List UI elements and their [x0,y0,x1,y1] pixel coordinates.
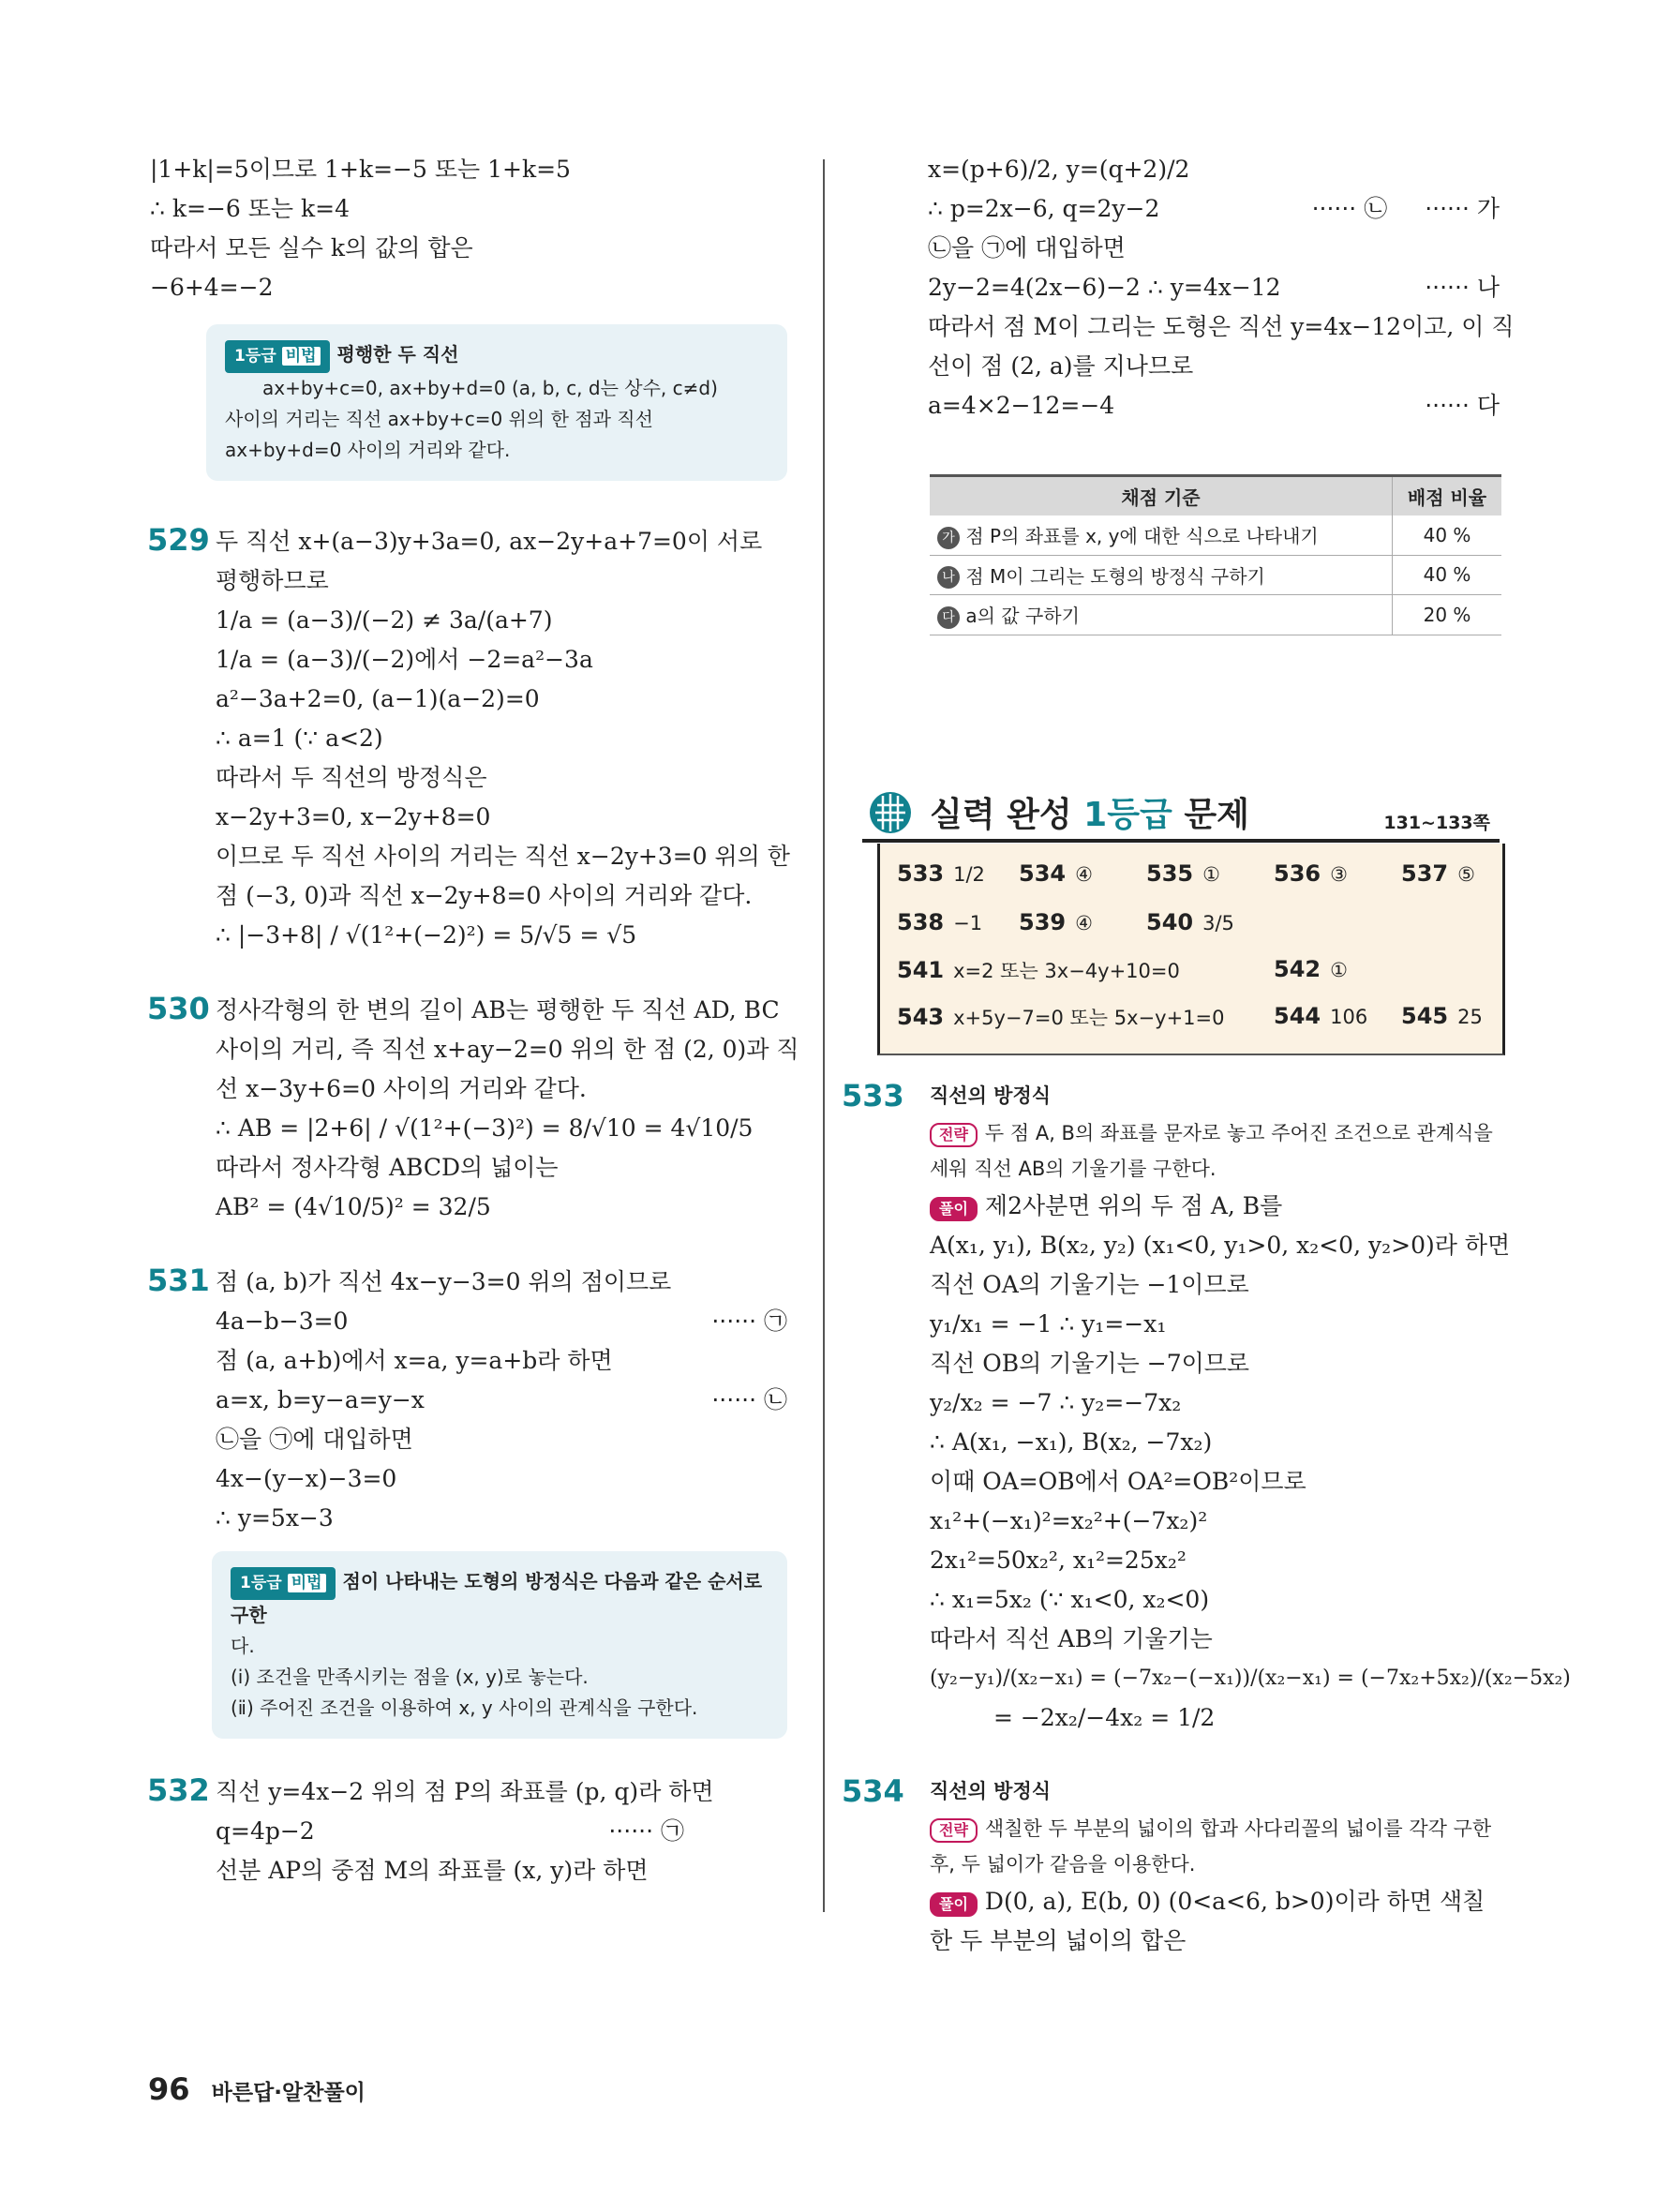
table-header: 채점 기준 [930,476,1393,516]
tip-line: 사이의 거리는 직선 ax+by+c=0 위의 한 점과 직선 [225,408,653,430]
text-line: ∴ a=1 (∵ a<2) [216,725,383,752]
text-line: 직선 OA의 기울기는 −1이므로 [930,1271,1249,1298]
table-header: 배점 비율 [1393,476,1502,516]
column-divider [823,159,825,1912]
text-line: 제2사분면 위의 두 점 A, B를 [984,1192,1283,1219]
tip-title: 점이 나타내는 도형의 방정식은 다음과 같은 순서로 구한 [231,1570,763,1626]
text-line: x=(p+6)/2, y=(q+2)/2 [928,156,1190,183]
problem-530 [147,991,799,1227]
equation-tag: ······ ㉡ [711,1386,787,1413]
tip-line: (ⅱ) 주어진 조건을 이용하여 x, y 사이의 관계식을 구한다. [231,1696,698,1719]
text-line: ∴ y=5x−3 [216,1504,334,1532]
text-line: (y₂−y₁)/(x₂−x₁) = (−7x₂−(−x₁))/(x₂−x₁) = (−7x₂+5x₂)/(x₂−5x₂) [930,1666,1571,1690]
page-range: 131~133쪽 [1383,813,1490,833]
criterion-ratio: 40 % [1393,555,1502,595]
problem-number: 529 [147,522,210,558]
text-line: 선분 AP의 중점 M의 좌표를 (x, y)라 하면 [216,1857,649,1884]
text-line: ∴ A(x₁, −x₁), B(x₂, −7x₂) [930,1428,1213,1456]
text-line: ∴ x₁=5x₂ (∵ x₁<0, x₂<0) [930,1586,1210,1613]
text-line: a=4×2−12=−4 [928,392,1115,419]
strategy-text: 후, 두 넓이가 같음을 이용한다. [930,1853,1196,1876]
tip-line: 다. [231,1635,255,1657]
answer-item: 542 ① [1274,956,1348,982]
grid-logo-icon [862,788,918,835]
text-line: A(x₁, y₁), B(x₂, y₂) (x₁<0, y₁>0, x₂<0, y₂>0)라 하면 [930,1232,1511,1259]
problem-529 [147,522,790,955]
strategy-text: 세워 직선 AB의 기울기를 구한다. [930,1158,1217,1180]
table-row [930,555,1501,595]
text-line: 평행하므로 [216,567,329,594]
strategy-text: 색칠한 두 부분의 넓이의 합과 사다리꼴의 넓이를 각각 구한 [984,1817,1492,1840]
text-line: q=4p−2 [216,1817,315,1845]
text-line: 사이의 거리, 즉 직선 x+ay−2=0 위의 한 점 (2, 0)과 직 [216,1036,799,1063]
text-line: 선이 점 (2, a)를 지나므로 [928,352,1194,380]
text-line: 1/a = (a−3)/(−2) ≠ 3a/(a+7) [216,606,553,634]
text-line: 두 직선 x+(a−3)y+3a=0, ax−2y+a+7=0이 서로 [216,528,763,555]
criterion-marker: 다 [937,606,960,629]
text-line: 직선 OB의 기울기는 −7이므로 [930,1350,1250,1377]
strategy-label: 전략 [930,1818,978,1843]
strategy-text: 두 점 A, B의 좌표를 문자로 놓고 주어진 조건으로 관계식을 [984,1122,1493,1144]
banner-title: 실력 완성 1등급 문제 [930,796,1249,834]
text-line: 따라서 모든 실수 k의 값의 합은 [150,234,473,262]
criterion-text: a의 값 구하기 [965,605,1080,627]
table-row [930,516,1501,555]
answer-item: 543 x+5y−7=0 또는 5x−y+1=0 [897,1004,1225,1030]
right-column-top [928,150,1515,426]
tip-badge: 1등급 비법 [231,1567,336,1600]
text-line: ㉡을 ㉠에 대입하면 [216,1426,413,1453]
text-line: 2x₁²=50x₂², x₁²=25x₂² [930,1547,1187,1574]
solution-534 [843,1771,1500,1961]
text-line: ∴ AB = |2+6| / √(1²+(−3)²) = 8/√10 = 4√10/5 [216,1114,754,1142]
answer-item: 544 106 [1274,1003,1368,1029]
book-title: 바른답·알찬풀이 [211,2081,366,2105]
tip-box-locus [212,1551,787,1739]
text-line: 이때 OA=OB에서 OA²=OB²이므로 [930,1468,1306,1495]
page-number: 96 [148,2071,190,2107]
text-line: 선 x−3y+6=0 사이의 거리와 같다. [216,1075,587,1102]
text-line: 따라서 직선 AB의 기울기는 [930,1625,1213,1652]
answer-item: 541 x=2 또는 3x−4y+10=0 [897,957,1180,983]
text-line: 점 (−3, 0)과 직선 x−2y+8=0 사이의 거리와 같다. [216,882,753,909]
scoring-table [930,474,1501,635]
solution-number: 533 [842,1078,904,1113]
equation-tag: ······ ㉠ [711,1308,787,1335]
problem-532 [147,1772,787,1891]
page-footer [148,2071,366,2107]
text-line: y₁/x₁ = −1 ∴ y₁=−x₁ [930,1310,1167,1338]
text-line: 정사각형의 한 변의 길이 AB는 평행한 두 직선 AD, BC [216,996,780,1024]
text-line: a²−3a+2=0, (a−1)(a−2)=0 [216,685,540,712]
text-line: 한 두 부분의 넓이의 합은 [930,1927,1187,1954]
solution-label: 풀이 [930,1892,978,1917]
text-line: ∴ p=2x−6, q=2y−2 [928,195,1160,222]
solution-label: 풀이 [930,1197,978,1221]
criterion-text: 점 M이 그리는 도형의 방정식 구하기 [965,564,1265,588]
equation-tag: ······ ㉡ [1311,195,1388,222]
text-line: |1+k|=5이므로 1+k=−5 또는 1+k=5 [150,156,571,183]
problem-number: 531 [147,1263,210,1298]
text-line: 점 (a, a+b)에서 x=a, y=a+b라 하면 [216,1347,613,1374]
problem-number: 532 [147,1772,210,1808]
tip-line: (ⅰ) 조건을 만족시키는 점을 (x, y)로 놓는다. [231,1666,589,1688]
text-line: 직선 y=4x−2 위의 점 P의 좌표를 (p, q)라 하면 [216,1778,714,1805]
problem-number: 530 [147,991,210,1026]
criterion-ratio: 20 % [1393,595,1502,635]
tip-title: 평행한 두 직선 [336,343,459,366]
answer-key-box [877,844,1505,1055]
equation-tag: ······ ㉠ [608,1817,684,1845]
section-banner [862,783,1500,843]
answer-item: 545 25 [1401,1003,1483,1029]
equation-tag: ······ 가 [1425,195,1500,222]
text-line: 이므로 두 직선 사이의 거리는 직선 x−2y+3=0 위의 한 [216,843,790,870]
table-row [930,595,1501,635]
equation-tag: ······ 다 [1425,392,1500,419]
tip-line: ax+by+d=0 사이의 거리와 같다. [225,439,511,461]
text-line: a=x, b=y−a=y−x [216,1386,425,1413]
answer-item: 540 3/5 [1146,909,1234,935]
text-line: 4x−(y−x)−3=0 [216,1465,397,1492]
answer-item: 539 ④ [1019,909,1093,935]
answer-item: 534 ④ [1019,860,1093,887]
criterion-ratio: 40 % [1393,516,1502,555]
text-line: 2y−2=4(2x−6)−2 ∴ y=4x−12 [928,274,1281,301]
text-line: = −2x₂/−4x₂ = 1/2 [993,1704,1216,1731]
left-column [147,150,799,1891]
strategy-label: 전략 [930,1123,978,1147]
text-line: 따라서 점 M이 그리는 도형은 직선 y=4x−12이고, 이 직 [928,313,1515,340]
text-line: 4a−b−3=0 [216,1308,349,1335]
tip-line: ax+by+c=0, ax+by+d=0 (a, b, c, d는 상수, c≠d) [262,377,718,399]
tip-badge: 1등급 비법 [225,340,330,373]
solution-title: 직선의 방정식 [930,1780,1052,1802]
text-line: AB² = (4√10/5)² = 32/5 [216,1193,491,1220]
criterion-marker: 나 [937,566,960,589]
text-line: −6+4=−2 [150,274,274,301]
tip-box-parallel-lines [206,324,787,481]
criterion-marker: 가 [937,527,960,549]
text-line: 1/a = (a−3)/(−2)에서 −2=a²−3a [216,646,593,673]
equation-tag: ······ 나 [1425,274,1500,301]
text-line: 따라서 두 직선의 방정식은 [216,764,487,791]
solution-title: 직선의 방정식 [930,1084,1052,1107]
text-line: ∴ k=−6 또는 k=4 [150,195,350,222]
criterion-text: 점 P의 좌표를 x, y에 대한 식으로 나타내기 [965,525,1319,547]
answer-item: 533 1/2 [897,860,985,887]
answer-item: 537 ⑤ [1401,860,1475,887]
text-line: x₁²+(−x₁)²=x₂²+(−7x₂)² [930,1507,1208,1534]
text-line: 따라서 정사각형 ABCD의 넓이는 [216,1154,559,1181]
answer-item: 536 ③ [1274,860,1348,887]
answer-item: 535 ① [1146,860,1220,887]
text-line: ∴ |−3+8| / √(1²+(−2)²) = 5/√5 = √5 [216,921,637,949]
text-line: y₂/x₂ = −7 ∴ y₂=−7x₂ [930,1389,1182,1416]
problem-531 [147,1263,787,1538]
text-line: ㉡을 ㉠에 대입하면 [928,234,1126,262]
right-column-bottom [842,1065,1571,1961]
answer-item: 538 −1 [897,909,983,935]
text-line: D(0, a), E(b, 0) (0<a<6, b>0)이라 하면 색칠 [984,1888,1485,1915]
solution-533 [842,1076,1571,1738]
text-line: 점 (a, b)가 직선 4x−y−3=0 위의 점이므로 [216,1268,672,1295]
solution-number: 534 [842,1773,904,1809]
text-line: x−2y+3=0, x−2y+8=0 [216,803,491,830]
